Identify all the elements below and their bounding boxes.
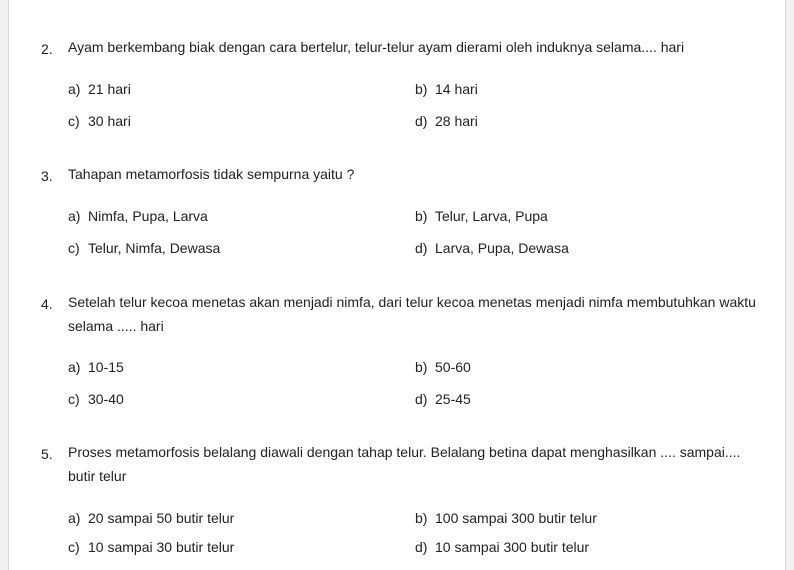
option-letter: c)	[68, 391, 80, 407]
option-letter: a)	[68, 81, 81, 97]
question-text: Proses metamorfosis belalang diawali dengan tahap telur. Belalang betina dapat menghasilkan .... sampai.... butir telur	[68, 444, 741, 484]
option-text: Telur, Nimfa, Dewasa	[88, 240, 221, 256]
option-letter: c)	[68, 240, 80, 256]
option-letter: a)	[68, 359, 81, 375]
question-number: 4.	[41, 296, 53, 312]
option-text: Nimfa, Pupa, Larva	[88, 208, 208, 224]
option-a[interactable]	[68, 208, 208, 224]
option-text: 10-15	[88, 359, 124, 375]
option-a[interactable]	[68, 359, 124, 375]
option-letter: b)	[415, 510, 428, 526]
option-b[interactable]	[415, 208, 548, 224]
option-a[interactable]	[68, 81, 131, 97]
option-text: Telur, Larva, Pupa	[435, 208, 548, 224]
option-text: Larva, Pupa, Dewasa	[435, 240, 569, 256]
option-letter: d)	[415, 539, 428, 555]
option-letter: d)	[415, 113, 428, 129]
option-letter: b)	[415, 208, 428, 224]
option-text: 10 sampai 300 butir telur	[435, 539, 590, 555]
option-c[interactable]	[68, 539, 234, 555]
option-b[interactable]	[415, 81, 478, 97]
option-letter: c)	[68, 539, 80, 555]
question-text: Tahapan metamorfosis tidak sempurna yaitu ?	[68, 166, 355, 182]
option-text: 30 hari	[88, 113, 131, 129]
option-d[interactable]	[415, 113, 478, 129]
question-text: Ayam berkembang biak dengan cara bertelur, telur-telur ayam dierami oleh induknya selama.... hari	[68, 39, 685, 55]
question-number: 5.	[41, 446, 53, 462]
option-text: 30-40	[88, 391, 124, 407]
option-d[interactable]	[415, 240, 569, 256]
option-c[interactable]	[68, 391, 124, 407]
option-d[interactable]	[415, 539, 589, 555]
question-number: 3.	[41, 168, 53, 184]
option-d[interactable]	[415, 391, 471, 407]
option-text: 25-45	[435, 391, 471, 407]
option-c[interactable]	[68, 240, 220, 256]
question-number: 2.	[41, 41, 53, 57]
option-text: 100 sampai 300 butir telur	[435, 510, 597, 526]
option-text: 50-60	[435, 359, 471, 375]
option-c[interactable]	[68, 113, 131, 129]
question-text: Setelah telur kecoa menetas akan menjadi nimfa, dari telur kecoa menetas menjadi nimfa membutuhkan waktu selama ..... hari	[68, 294, 756, 334]
option-letter: a)	[68, 510, 81, 526]
option-text: 28 hari	[435, 113, 478, 129]
option-text: 20 sampai 50 butir telur	[88, 510, 235, 526]
option-letter: d)	[415, 391, 428, 407]
option-letter: b)	[415, 81, 428, 97]
option-b[interactable]	[415, 359, 471, 375]
option-a[interactable]	[68, 510, 234, 526]
option-letter: a)	[68, 208, 81, 224]
option-letter: d)	[415, 240, 428, 256]
option-letter: c)	[68, 113, 80, 129]
option-text: 10 sampai 30 butir telur	[88, 539, 235, 555]
option-letter: b)	[415, 359, 428, 375]
option-text: 14 hari	[435, 81, 478, 97]
option-b[interactable]	[415, 510, 597, 526]
option-text: 21 hari	[88, 81, 131, 97]
